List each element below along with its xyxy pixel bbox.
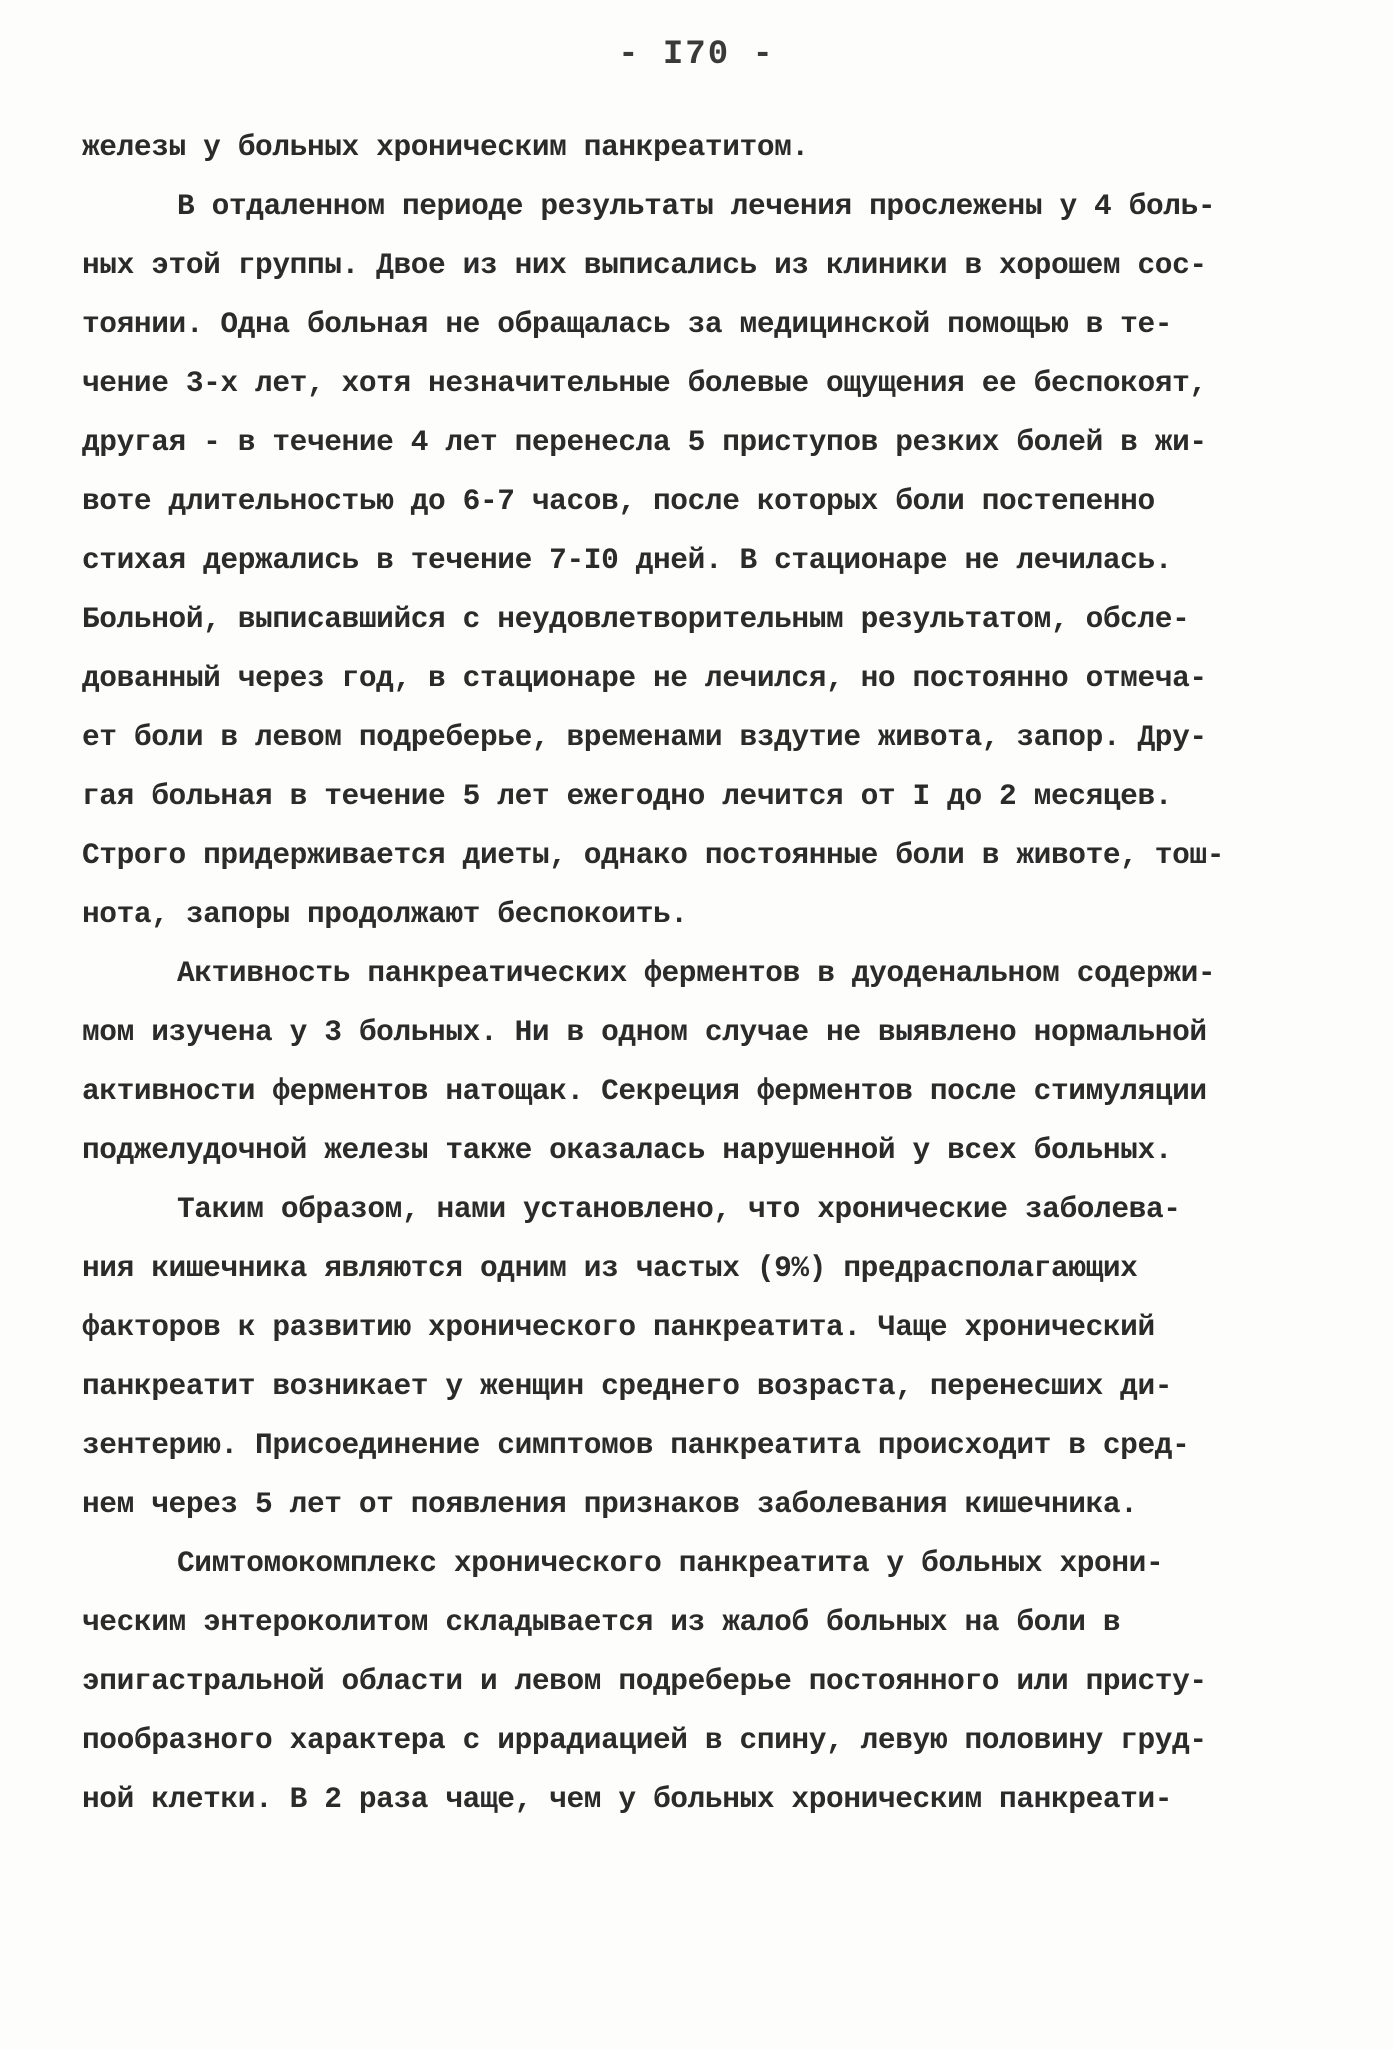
text-line: мом изучена у 3 больных. Ни в одном случае не выявлено нормальной (82, 1015, 1207, 1049)
body-text (82, 118, 1332, 1829)
text-line: ет боли в левом подреберье, временами вздутие живота, запор. Дру- (82, 720, 1207, 754)
text-line: зентерию. Присоединение симптомов панкреатита происходит в сред- (82, 1428, 1190, 1462)
text-line: Активность панкреатических ферментов в дуоденальном содержи- (177, 956, 1216, 990)
text-line: другая - в течение 4 лет перенесла 5 приступов резких болей в жи- (82, 425, 1207, 459)
text-line: панкреатит возникает у женщин среднего возраста, перенесших ди- (82, 1369, 1173, 1403)
text-line: Таким образом, нами установлено, что хронические заболева- (177, 1192, 1181, 1226)
text-line: гая больная в течение 5 лет ежегодно лечится от I до 2 месяцев. (82, 779, 1173, 813)
text-line: ческим энтероколитом складывается из жалоб больных на боли в (82, 1605, 1121, 1639)
text-line: ных этой группы. Двое из них выписались из клиники в хорошем сос- (82, 248, 1207, 282)
text-line: пообразного характера с иррадиацией в спину, левую половину груд- (82, 1723, 1207, 1757)
text-line: воте длительностью до 6-7 часов, после которых боли постепенно (82, 484, 1155, 518)
page-number: - I70 - (618, 36, 775, 74)
text-line: нем через 5 лет от появления признаков заболевания кишечника. (82, 1487, 1138, 1521)
text-line: В отдаленном периоде результаты лечения прослежены у 4 боль- (177, 189, 1216, 223)
text-line: ния кишечника являются одним из частых (9%) предрасполагающих (82, 1251, 1138, 1285)
text-line: Больной, выписавшийся с неудовлетворительным результатом, обсле- (82, 602, 1190, 636)
text-line: Симтомокомплекс хронического панкреатита у больных хрони- (177, 1546, 1164, 1580)
text-line: поджелудочной железы также оказалась нарушенной у всех больных. (82, 1133, 1173, 1167)
text-line: чение 3-х лет, хотя незначительные болевые ощущения ее беспокоят, (82, 366, 1207, 400)
text-line: факторов к развитию хронического панкреатита. Чаще хронический (82, 1310, 1155, 1344)
text-line: Строго придерживается диеты, однако постоянные боли в животе, тош- (82, 838, 1224, 872)
text-line: стихая держались в течение 7-I0 дней. В стационаре не лечилась. (82, 543, 1173, 577)
text-line: ной клетки. В 2 раза чаще, чем у больных хроническим панкреати- (82, 1782, 1173, 1816)
text-line: железы у больных хроническим панкреатитом. (82, 130, 809, 164)
text-line: активности ферментов натощак. Секреция ферментов после стимуляции (82, 1074, 1207, 1108)
text-line: тоянии. Одна больная не обращалась за медицинской помощью в те- (82, 307, 1173, 341)
text-line: нота, запоры продолжают беспокоить. (82, 897, 688, 931)
text-line: эпигастральной области и левом подреберье постоянного или присту- (82, 1664, 1207, 1698)
text-line: дованный через год, в стационаре не лечился, но постоянно отмеча- (82, 661, 1207, 695)
